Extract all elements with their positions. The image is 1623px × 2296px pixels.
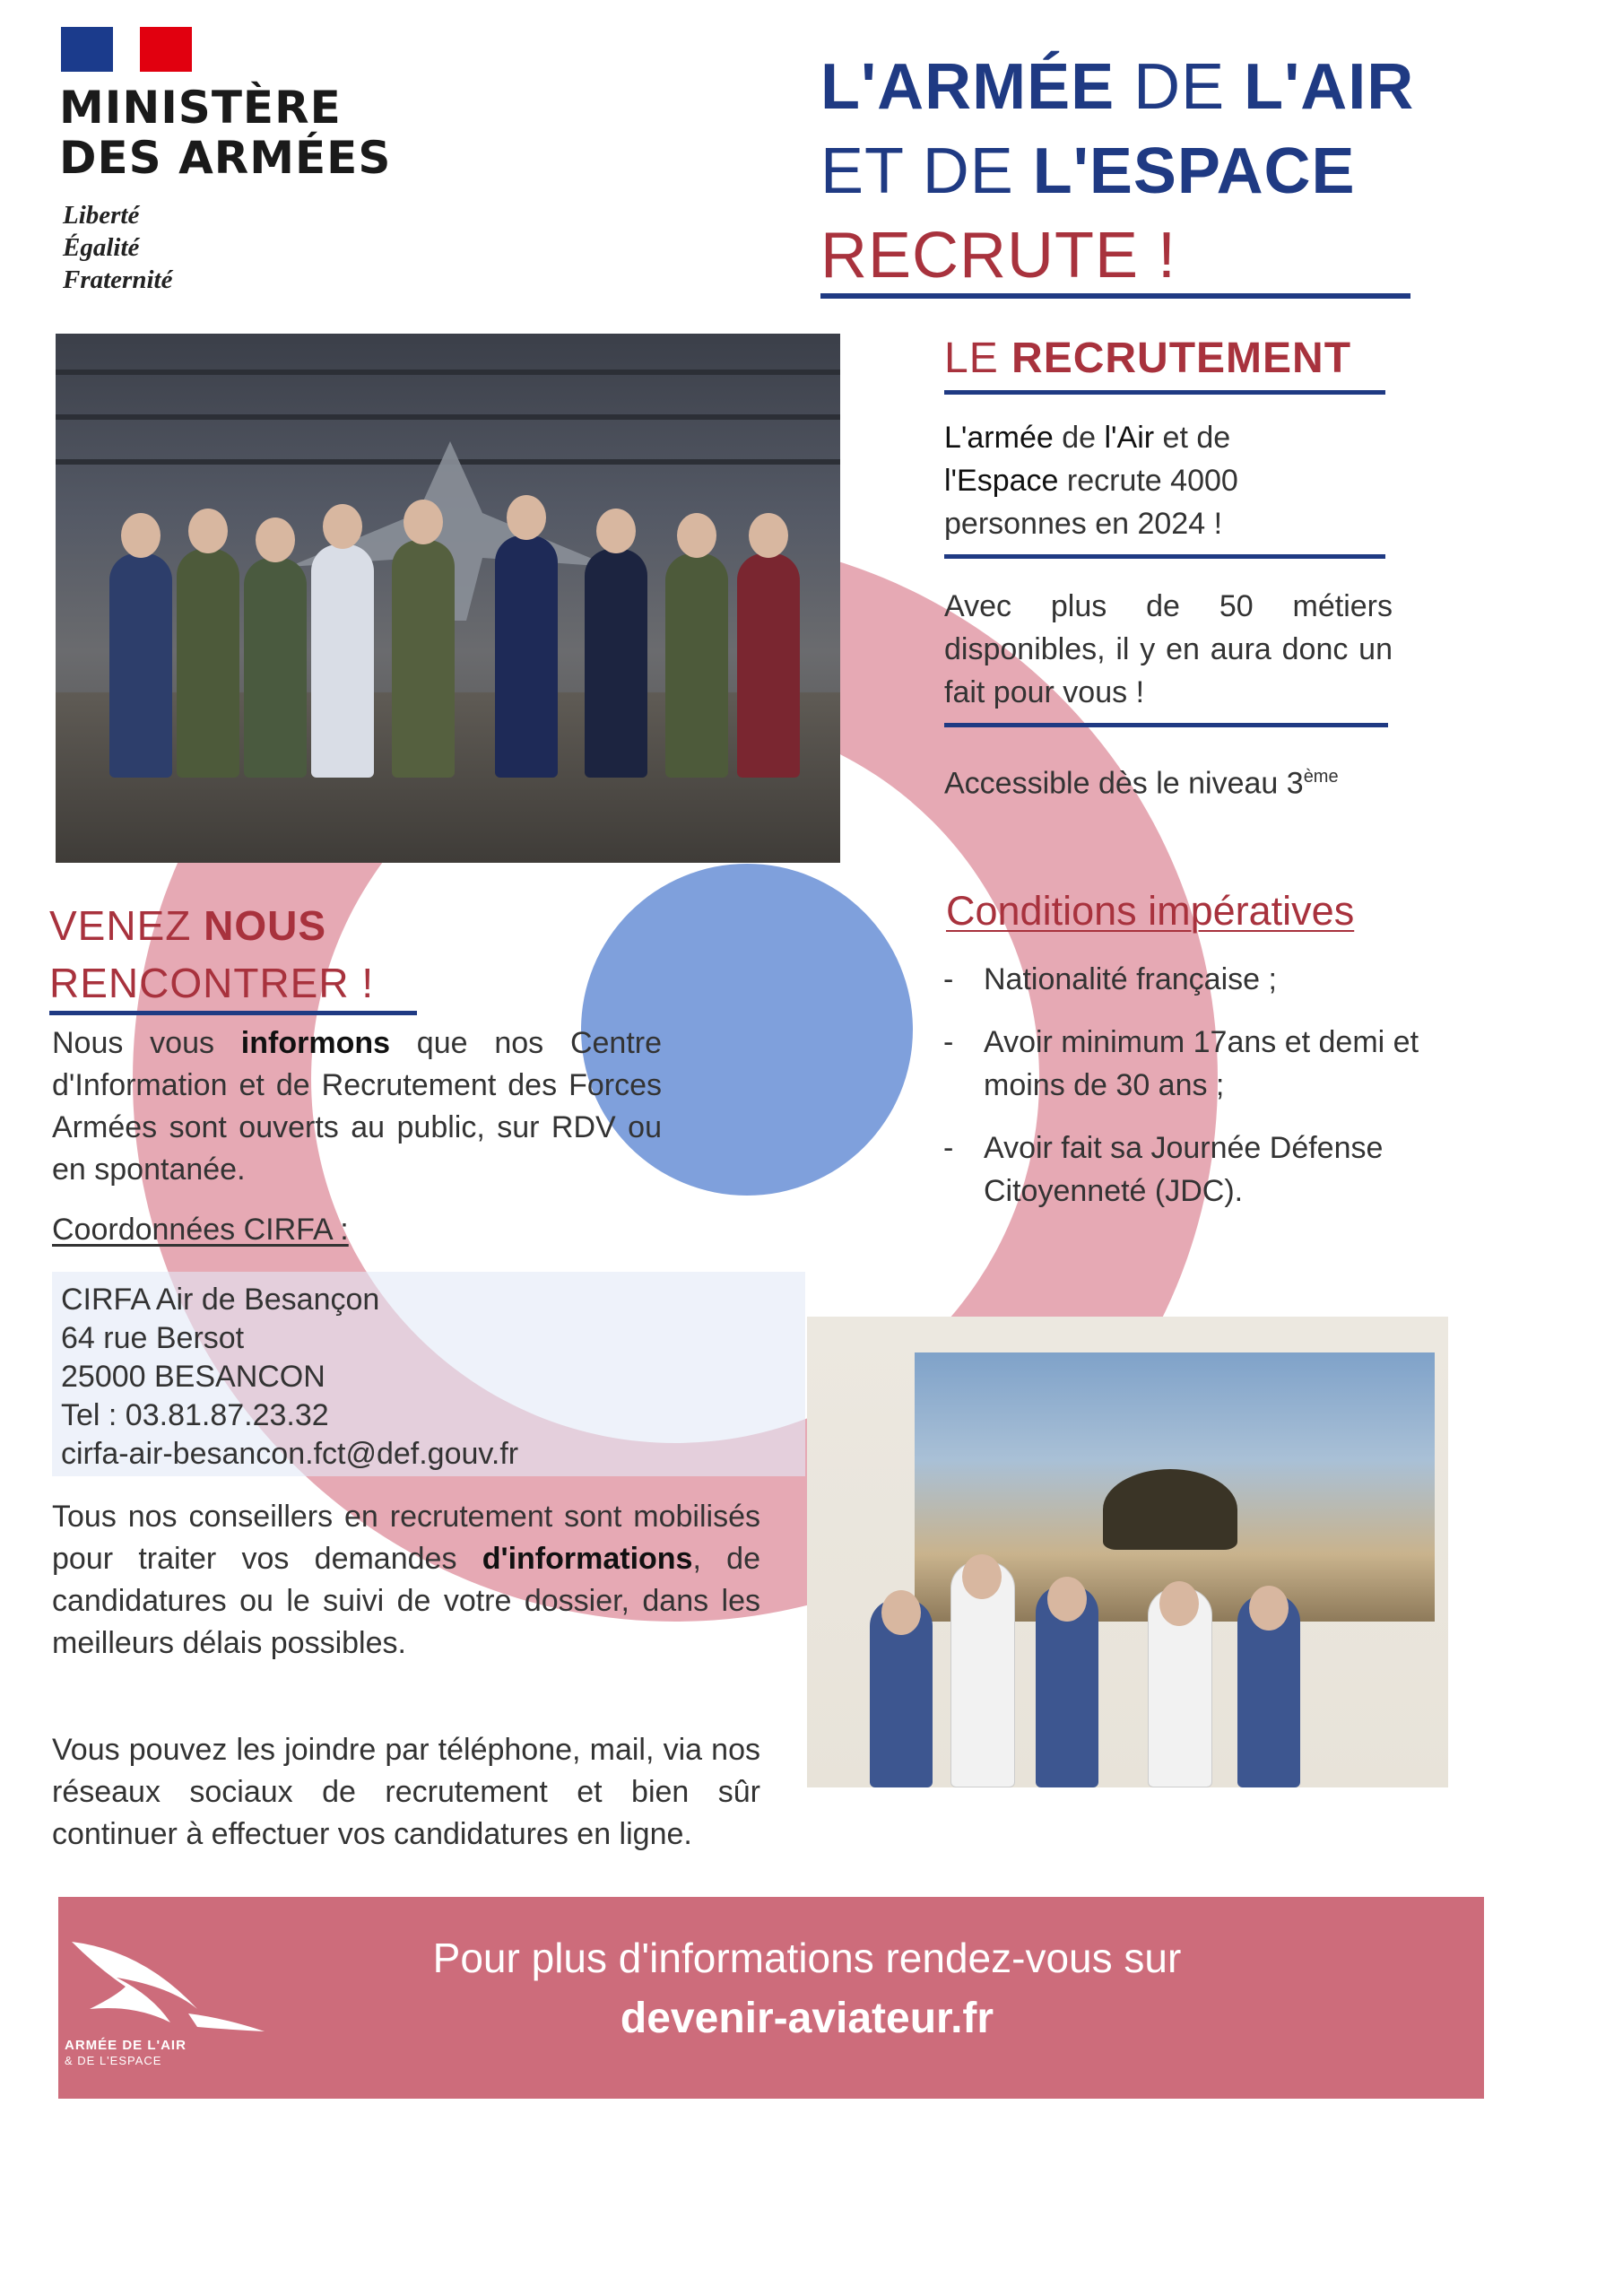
title-divider bbox=[820, 293, 1410, 299]
condition-item: - Avoir fait sa Journée Défense Citoyenneté (JDC). bbox=[943, 1126, 1463, 1213]
staff-mural-photo bbox=[807, 1317, 1448, 1787]
ministry-name bbox=[59, 83, 391, 183]
motto-liberte: Liberté bbox=[63, 201, 140, 230]
website-link[interactable]: devenir-aviateur.fr bbox=[620, 1995, 994, 2042]
republic-motto bbox=[63, 199, 172, 296]
ministry-name-line1: MINISTÈRE bbox=[59, 82, 342, 134]
motto-egalite: Égalité bbox=[63, 233, 140, 262]
cirfa-address bbox=[61, 1281, 518, 1474]
recrutement-paragraph-1: L'armée de l'Air et de l'Espace recrute 4000 personnes en 2024 ! bbox=[944, 421, 1238, 541]
conditions-list bbox=[943, 958, 1463, 1232]
title-espace: L'ESPACE bbox=[1032, 135, 1356, 207]
address-line: 25000 BESANCON bbox=[61, 1360, 325, 1394]
address-line: 64 rue Bersot bbox=[61, 1321, 245, 1355]
email-link[interactable]: cirfa-air-besancon.fct@def.gouv.fr bbox=[61, 1437, 519, 1471]
recrutement-level: Accessible dès le niveau 3ème bbox=[944, 766, 1339, 801]
recrutement-rule-3 bbox=[944, 723, 1388, 727]
page-title bbox=[820, 45, 1414, 298]
motto-fraternite: Fraternité bbox=[63, 265, 173, 294]
title-armee: L'ARMÉE bbox=[820, 51, 1115, 123]
conditions-heading: Conditions impératives bbox=[946, 888, 1355, 934]
logo-text-line2: & DE L'ESPACE bbox=[65, 2054, 162, 2067]
venez-paragraph-2: Tous nos conseillers en recrutement sont mobilisés pour traiter vos demandes d'informations, de candidatures ou le suivi de votre dossier, dans les meilleurs délais possibles. bbox=[52, 1500, 760, 1660]
condition-item: - Nationalité française ; bbox=[943, 958, 1463, 1001]
venez-rule bbox=[49, 1011, 417, 1015]
logo-text-line1: ARMÉE DE L'AIR bbox=[65, 2038, 187, 2053]
title-de: DE bbox=[1115, 51, 1245, 123]
venez-paragraph-3: Vous pouvez les joindre par téléphone, mail, via nos réseaux sociaux de recrutement et bien sûr continuer à effectuer vos candidatures en ligne. bbox=[52, 1733, 760, 1851]
title-air: L'AIR bbox=[1244, 51, 1415, 123]
title-recrute: RECRUTE ! bbox=[820, 220, 1177, 291]
banner-line1: Pour plus d'informations rendez-vous sur bbox=[432, 1935, 1182, 1981]
recrutement-paragraph-2: Avec plus de 50 métiers disponibles, il y en aura donc un fait pour vous ! bbox=[944, 589, 1393, 709]
condition-item: - Avoir minimum 17ans et demi et moins de 30 ans ; bbox=[943, 1021, 1463, 1107]
recrutement-heading: LE RECRUTEMENT bbox=[944, 335, 1352, 382]
recrutement-rule-2 bbox=[944, 554, 1385, 559]
venez-paragraph-1: Nous vous informons que nos Centre d'Information et de Recrutement des Forces Armées sont ouverts au public, sur RDV ou en spontanée. bbox=[52, 1026, 663, 1187]
title-et-de: ET DE bbox=[820, 135, 1033, 207]
phone-line: Tel : 03.81.87.23.32 bbox=[61, 1398, 329, 1432]
banner-text bbox=[269, 1928, 1345, 2050]
recrutement-rule bbox=[944, 390, 1385, 395]
hangar-group-photo bbox=[56, 334, 840, 863]
ministry-name-line2: DES ARMÉES bbox=[59, 132, 392, 184]
venez-heading: VENEZ NOUS RENCONTRER ! bbox=[49, 902, 375, 1006]
marianne-flag-logo bbox=[61, 27, 192, 72]
coordonnees-label: Coordonnées CIRFA : bbox=[52, 1213, 349, 1247]
address-line: CIRFA Air de Besançon bbox=[61, 1283, 380, 1317]
